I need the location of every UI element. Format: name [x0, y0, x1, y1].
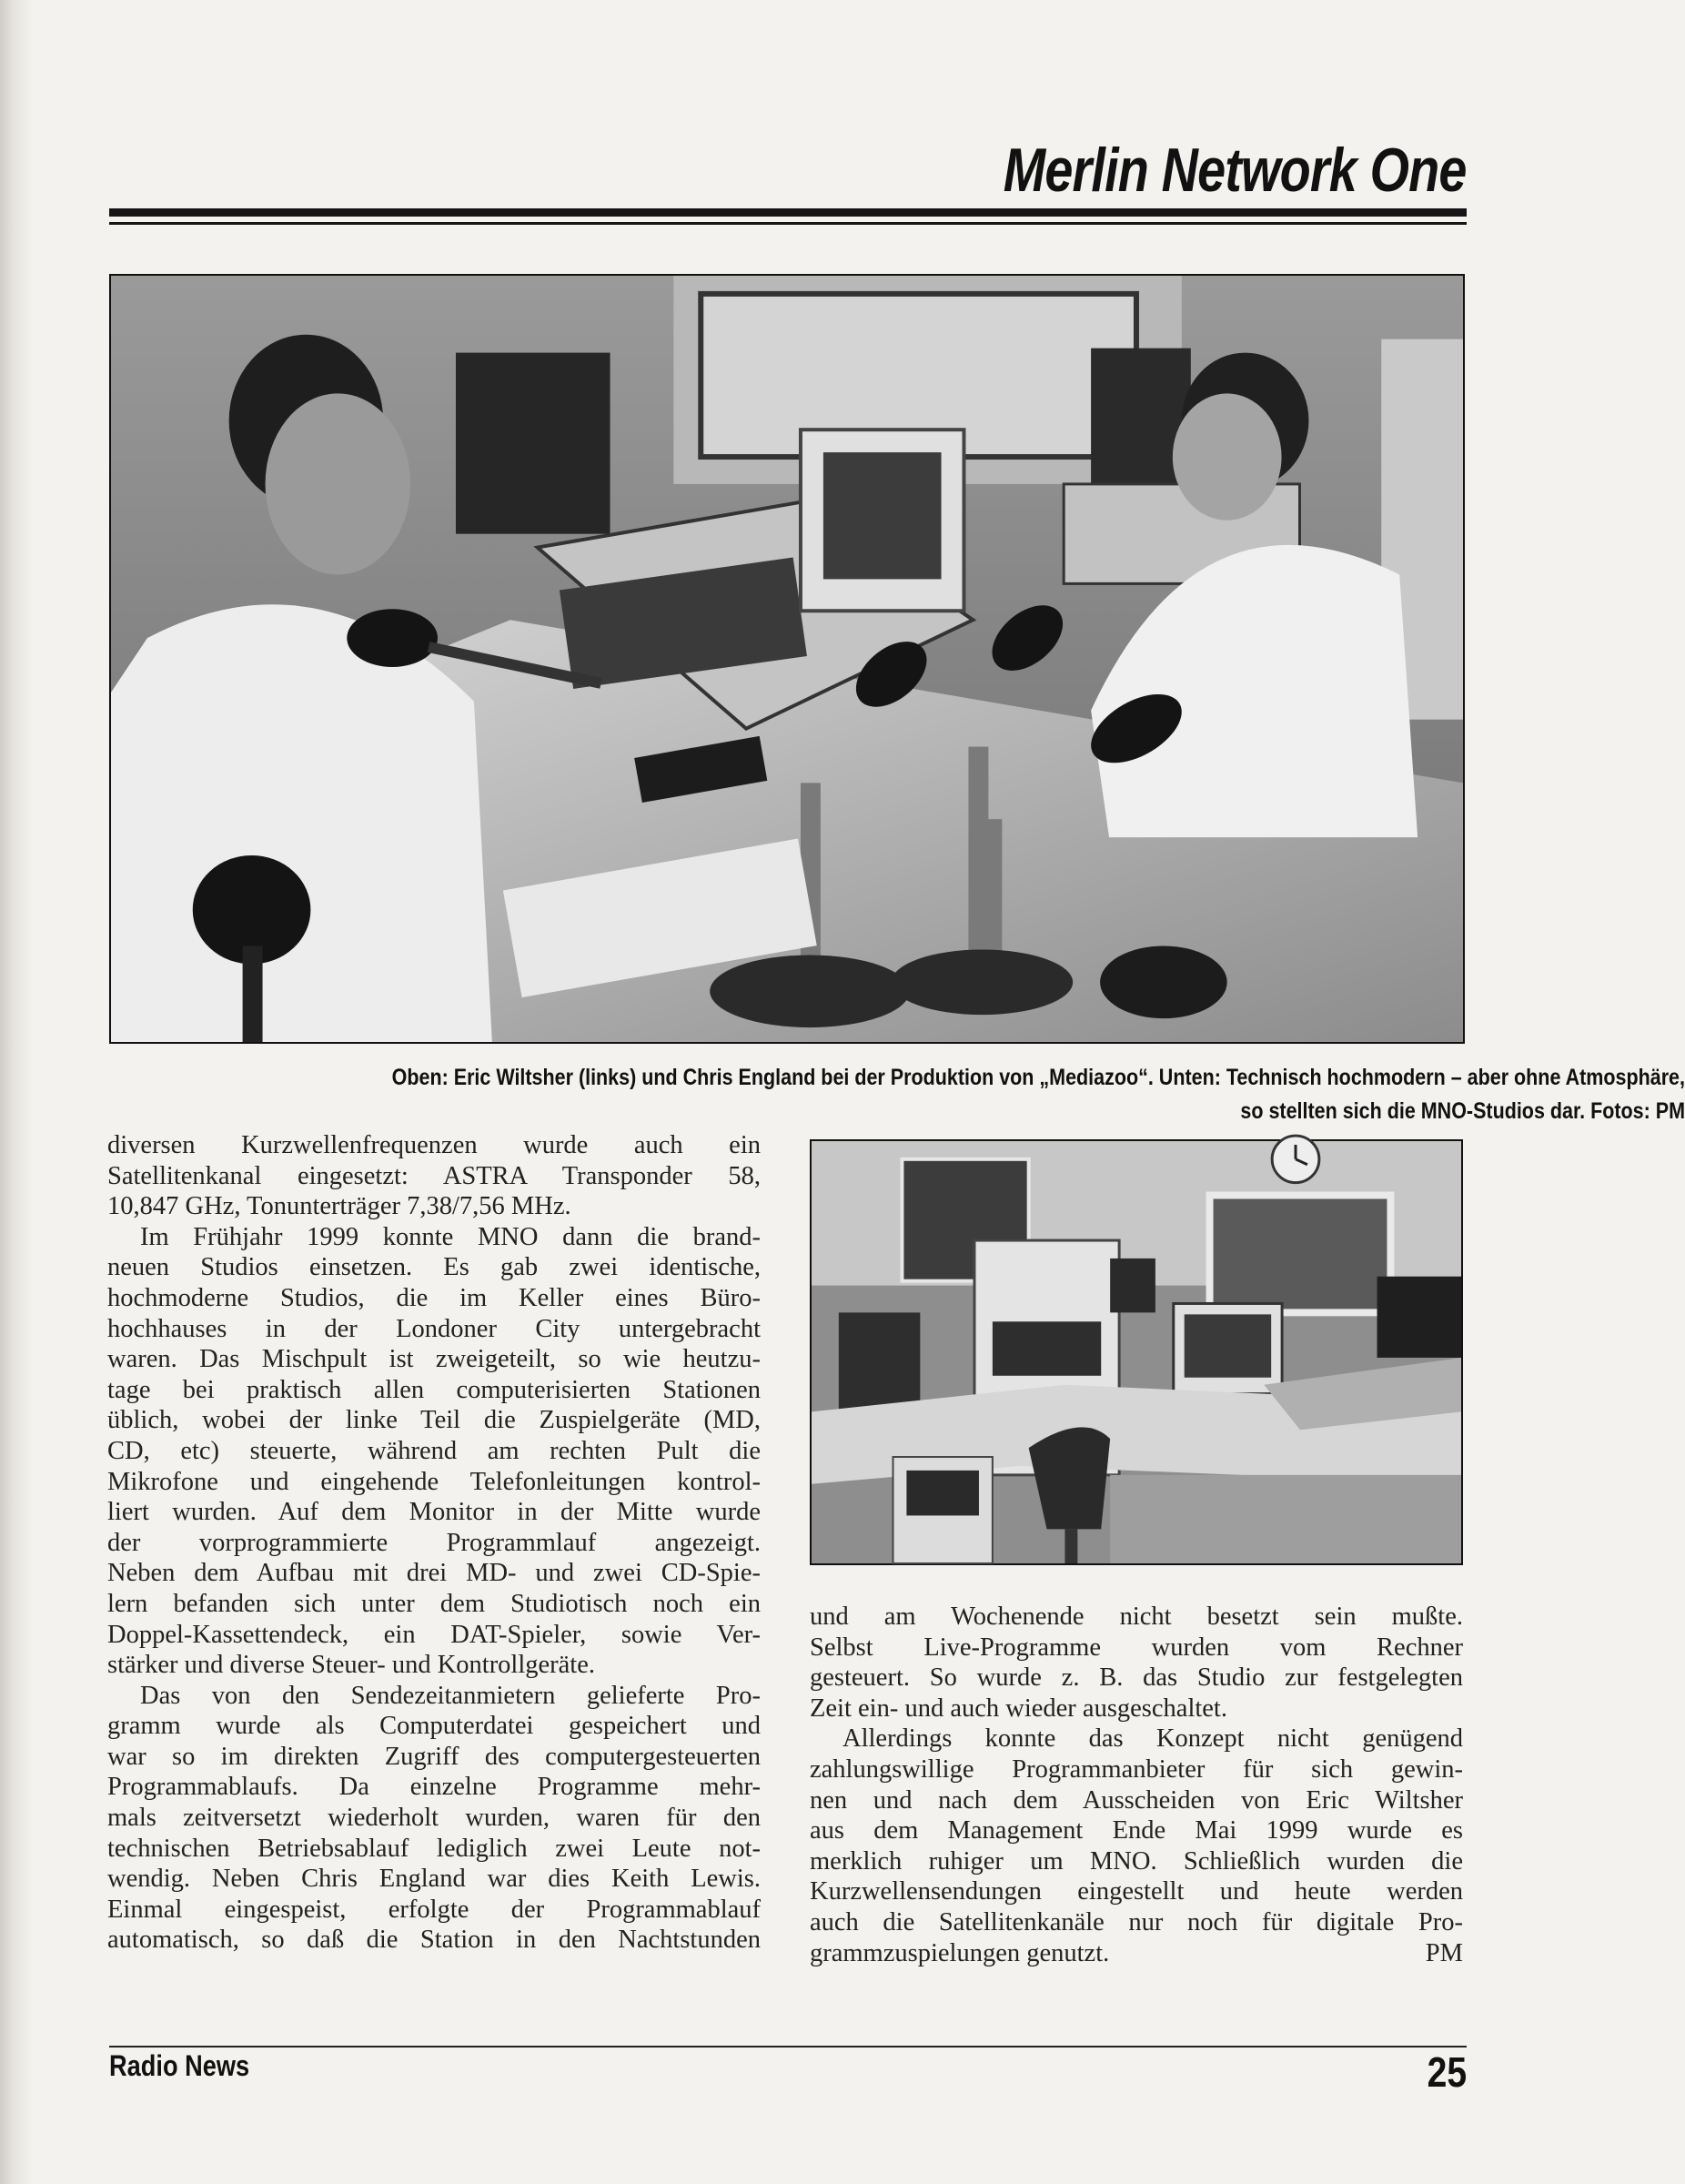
text-line: Das von den Sendezeitanmietern gelieferte Pro-	[140, 1681, 761, 1710]
text-line: lern befanden sich unter dem Studiotisch noch ein	[107, 1589, 761, 1618]
text-line: zahlungswillige Programmanbieter für sich gewin-	[810, 1754, 1463, 1784]
header-rule-thick	[109, 208, 1467, 217]
text-line: stärker und diverse Steuer- und Kontrollgeräte.	[107, 1651, 596, 1680]
page-binding-edge	[0, 0, 33, 2184]
studio-photo-empty	[810, 1139, 1463, 1565]
text-line: der vorprogrammierte Programmlauf angezeigt.	[107, 1528, 761, 1557]
text-line: Neben dem Aufbau mit drei MD- und zwei CD-Spie-	[107, 1559, 761, 1588]
text-line: Programmablaufs. Da einzelne Programme mehr-	[107, 1773, 761, 1802]
text-line: hochhauses in der Londoner City untergebracht	[107, 1314, 761, 1343]
text-line: diversen Kurzwellenfrequenzen wurde auch ein	[107, 1131, 761, 1159]
text-line: Doppel-Kassettendeck, ein DAT-Spieler, sowie Ver-	[107, 1620, 761, 1649]
text-line: 10,847 GHz, Tonunterträger 7,38/7,56 MHz.	[107, 1192, 571, 1221]
text-line: hochmoderne Studios, die im Keller eines Büro-	[107, 1283, 761, 1312]
text-line: neuen Studios einsetzen. Es gab zwei identische,	[107, 1253, 761, 1282]
footer-rule	[109, 2046, 1467, 2048]
text-line: Zeit ein- und auch wieder ausgeschaltet.	[810, 1694, 1227, 1723]
header-rule-thin	[109, 222, 1467, 225]
author-signature: PM	[1425, 1938, 1463, 1967]
text-line: grammzuspielungen genutzt.	[810, 1938, 1110, 1967]
text-line: Selbst Live-Programme wurden vom Rechner	[810, 1633, 1463, 1662]
article-column-left	[107, 1130, 761, 1956]
text-line: waren. Das Mischpult ist zweigeteilt, so wie heutzu-	[107, 1345, 761, 1374]
article-column-right	[810, 1602, 1463, 1968]
photo-caption	[329, 1061, 1685, 1128]
text-line: tage bei praktisch allen computerisierten Stationen	[107, 1375, 761, 1404]
text-line: gesteuert. So wurde z. B. das Studio zur festgelegten	[810, 1663, 1463, 1693]
text-line: aus dem Management Ende Mai 1999 wurde es	[810, 1816, 1463, 1845]
caption-line-1: Oben: Eric Wiltsher (links) und Chris England bei der Produktion von „Mediazoo“. Unten: Technisch hochmodern – aber ohne Atmosphäre,	[391, 1065, 1685, 1090]
text-line: Im Frühjahr 1999 konnte MNO dann die brand-	[140, 1222, 761, 1251]
text-line: Einmal eingespeist, erfolgte der Programmablauf	[107, 1895, 761, 1924]
text-line: gramm wurde als Computerdatei gespeichert und	[107, 1712, 761, 1741]
text-line: merklich ruhiger um MNO. Schließlich wurden die	[810, 1846, 1463, 1876]
text-line: Allerdings konnte das Konzept nicht genügend	[842, 1724, 1463, 1754]
text-line-final	[810, 1938, 1463, 1969]
studio-photo-presenters	[109, 274, 1465, 1044]
text-line: war so im direkten Zugriff des computergesteuerten	[107, 1742, 761, 1771]
caption-line-2: so stellten sich die MNO-Studios dar. Fotos: PM	[1240, 1098, 1685, 1124]
text-line: Mikrofone und eingehende Telefonleitungen kontrol-	[107, 1467, 761, 1496]
text-line: auch die Satellitenkanäle nur noch für digitale Pro-	[810, 1907, 1463, 1936]
page-number: 25	[1427, 2048, 1467, 2096]
text-line: üblich, wobei der linke Teil die Zuspielgeräte (MD,	[107, 1406, 761, 1435]
text-line: automatisch, so daß die Station in den Nachtstunden	[107, 1926, 761, 1955]
text-line: liert wurden. Auf dem Monitor in der Mitte wurde	[107, 1498, 761, 1527]
text-line: Satellitenkanal eingesetzt: ASTRA Transponder 58,	[107, 1161, 761, 1190]
text-line: mals zeitversetzt wiederholt wurden, waren für den	[107, 1804, 761, 1833]
publication-name: Radio News	[109, 2049, 250, 2082]
text-line: technischen Betriebsablauf lediglich zwei Leute not-	[107, 1834, 761, 1863]
section-title: Merlin Network One	[1004, 136, 1467, 205]
text-line: nen und nach dem Ausscheiden von Eric Wiltsher	[810, 1785, 1463, 1815]
text-line: und am Wochenende nicht besetzt sein mußte.	[810, 1603, 1463, 1631]
text-line: CD, etc) steuerte, während am rechten Pult die	[107, 1436, 761, 1465]
text-line: wendig. Neben Chris England war dies Keith Lewis.	[107, 1865, 761, 1894]
text-line: Kurzwellensendungen eingestellt und heute werden	[810, 1877, 1463, 1906]
